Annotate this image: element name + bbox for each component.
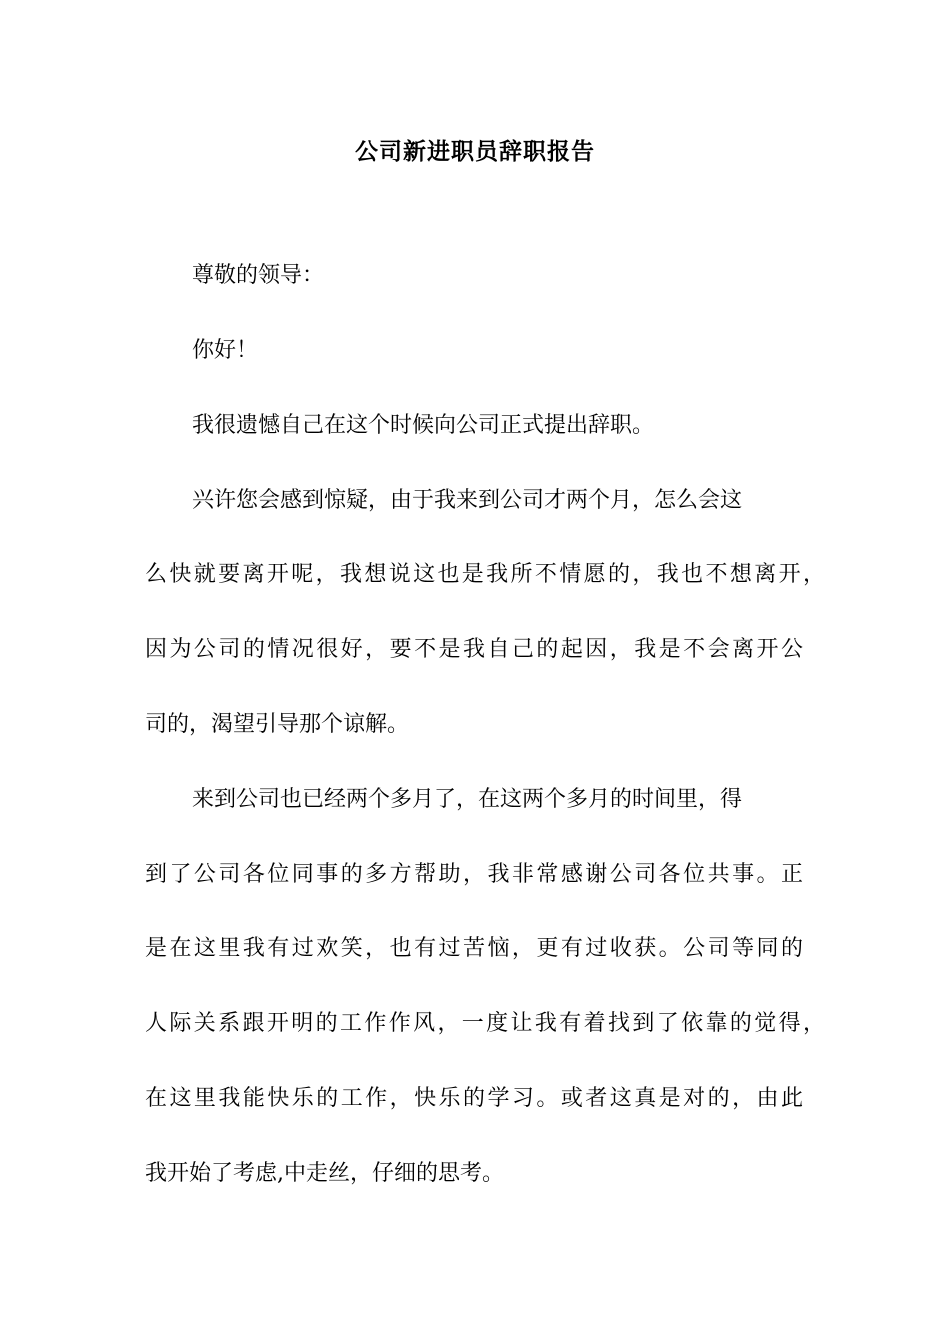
salutation-line: 尊敬的领导： — [192, 263, 325, 288]
paragraph-line: 是在这里我有过欢笑，也有过苦恼，更有过收获。公司等同的 — [145, 936, 803, 961]
document-title: 公司新进职员辞职报告 — [355, 138, 595, 165]
paragraph-line: 因为公司的情况很好，要不是我自己的起因，我是不会离开公 — [145, 637, 803, 662]
paragraph-line: 到了公司各位同事的多方帮助，我非常感谢公司各位共事。正 — [145, 862, 803, 887]
paragraph-line: 兴许您会感到惊疑，由于我来到公司才两个月，怎么会这 — [192, 488, 743, 513]
paragraph-line: 司的，渴望引导那个谅解。 — [145, 712, 410, 737]
greeting-line: 你好！ — [192, 338, 259, 363]
paragraph-line: 我开始了考虑,中走丝，仔细的思考。 — [145, 1161, 504, 1186]
paragraph-line: 么快就要离开呢，我想说这也是我所不情愿的，我也不想离开， — [145, 562, 825, 587]
paragraph-line: 来到公司也已经两个多月了，在这两个多月的时间里，得 — [192, 787, 743, 812]
paragraph-line: 在这里我能快乐的工作，快乐的学习。或者这真是对的，由此 — [145, 1086, 803, 1111]
paragraph-line: 我很遗憾自己在这个时候向公司正式提出辞职。 — [192, 413, 655, 438]
paragraph-line: 人际关系跟开明的工作作风，一度让我有着找到了依靠的觉得， — [145, 1011, 825, 1036]
